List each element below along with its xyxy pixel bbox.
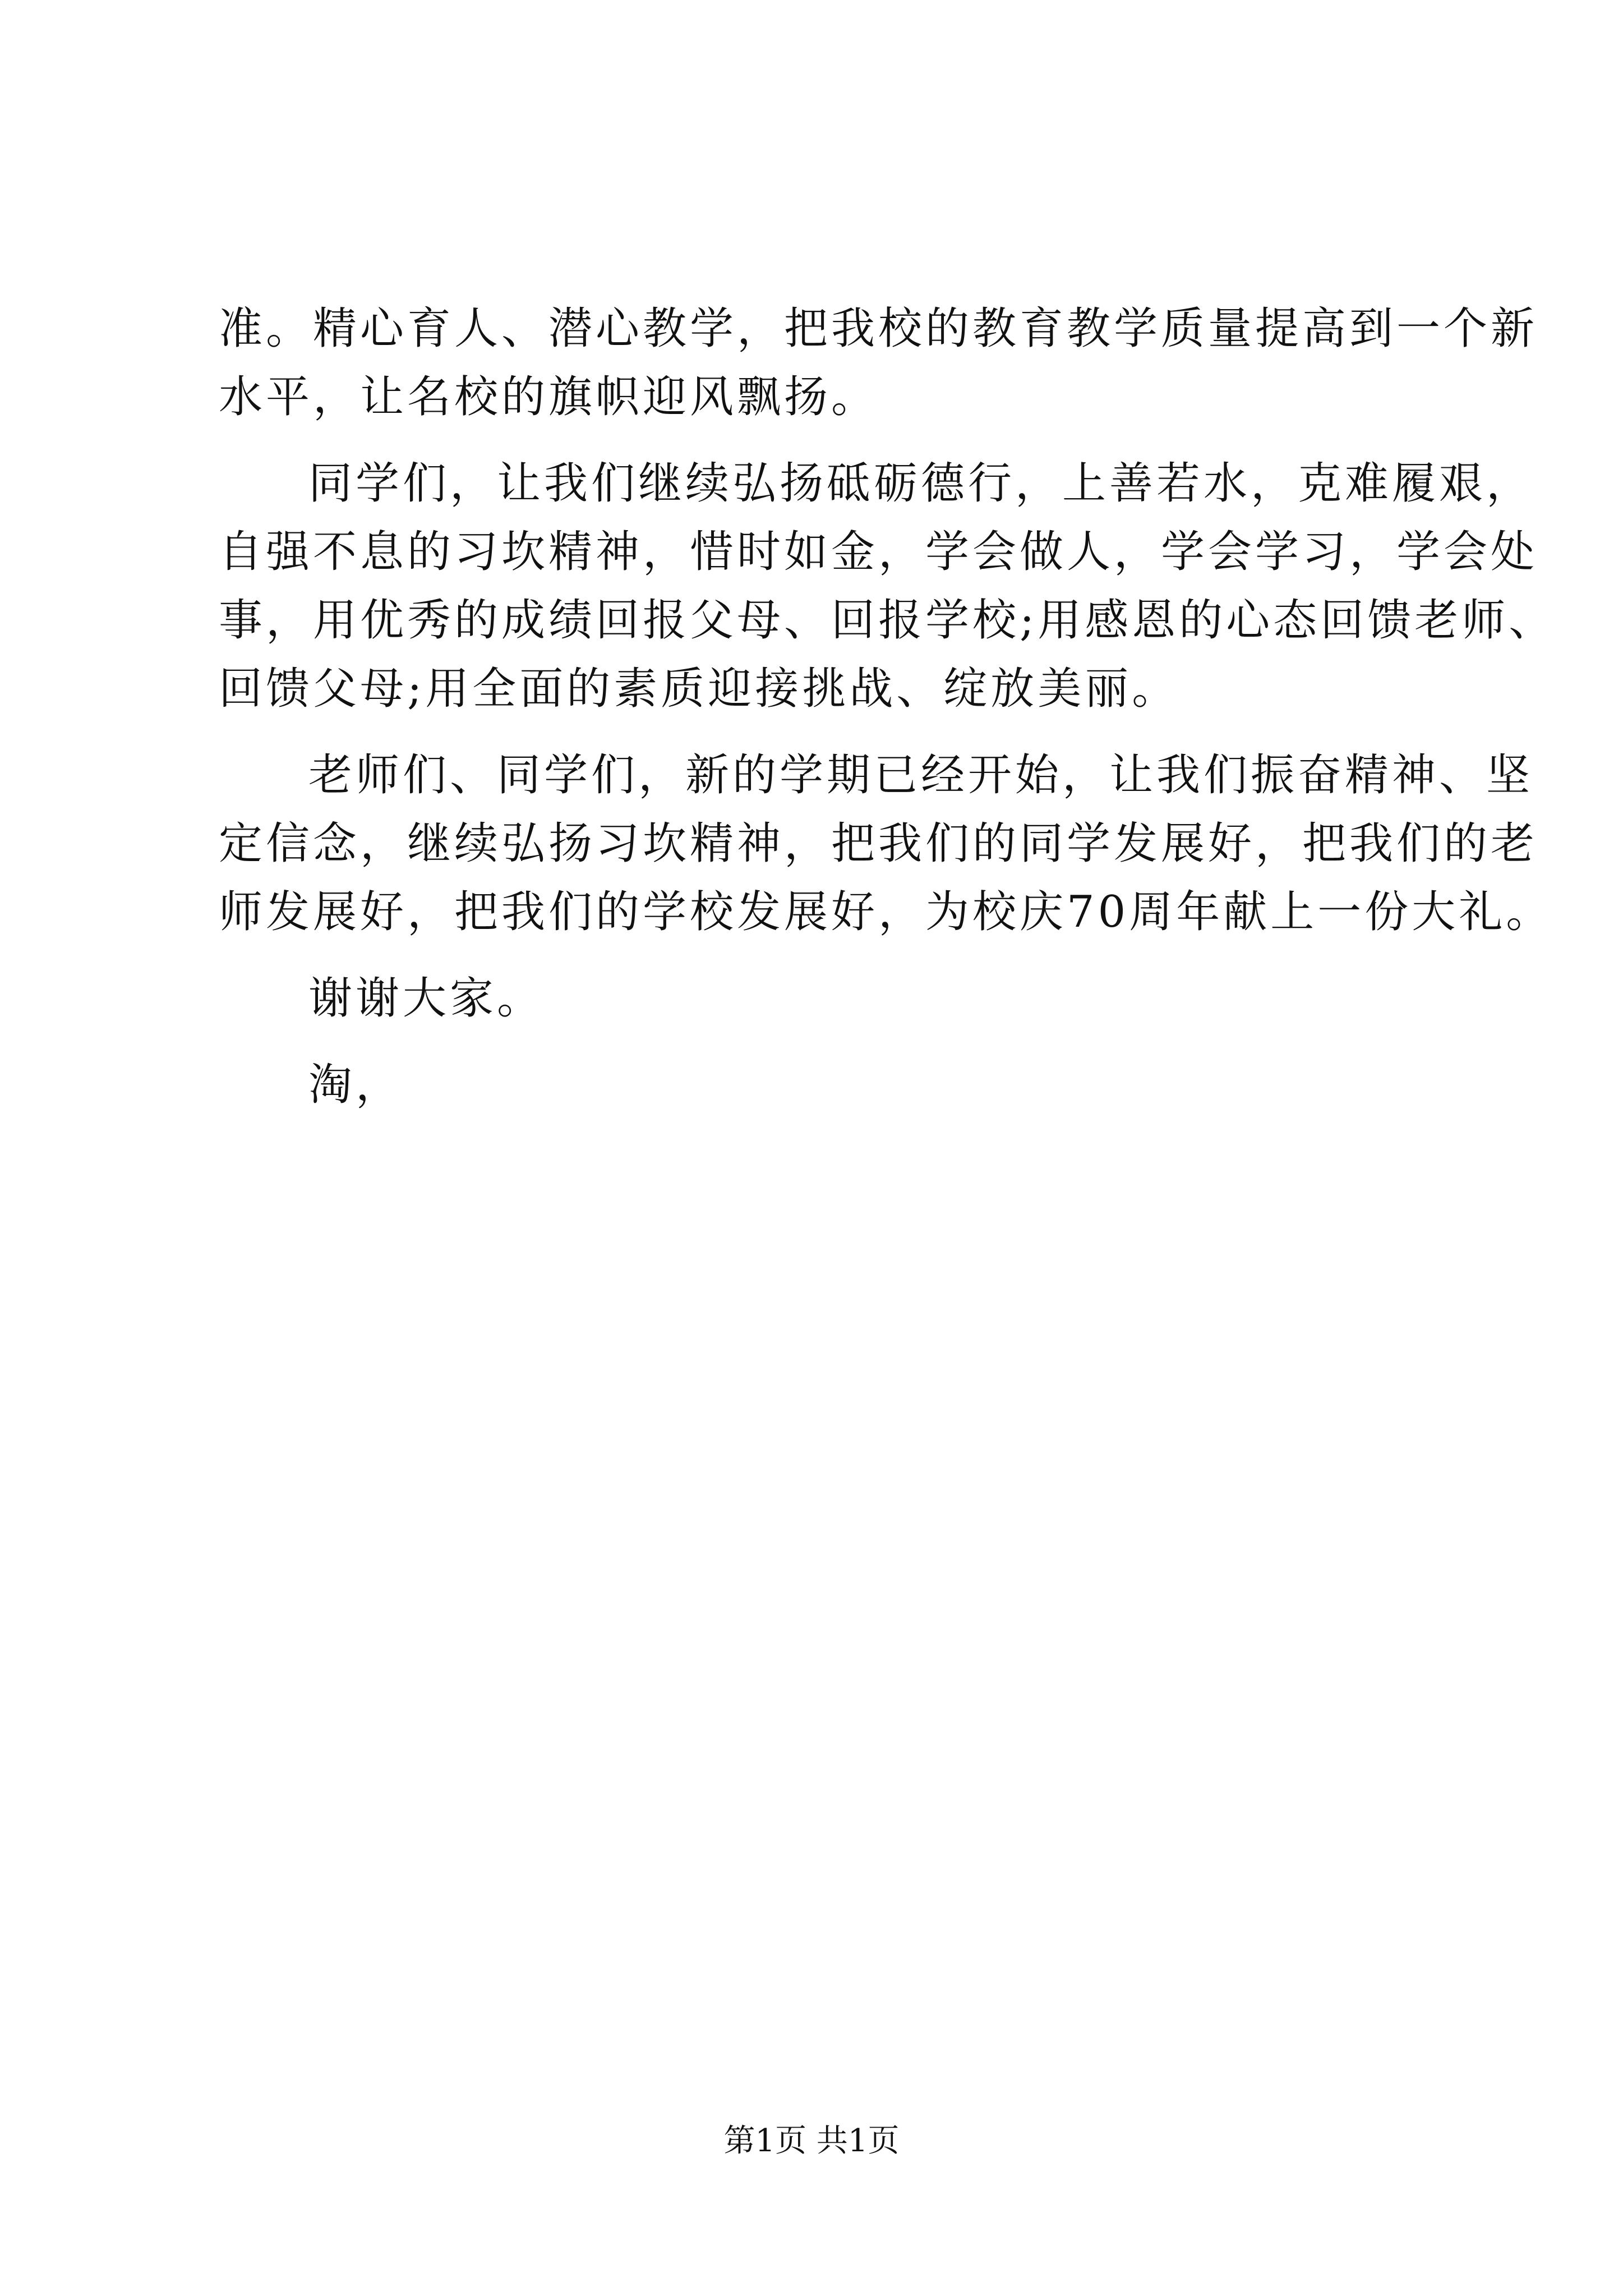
paragraph-line: 事，用优秀的成绩回报父母、回报学校;用感恩的心态回馈老师、 [219, 595, 1556, 646]
page-number-label: 第1页 共1页 [723, 2123, 900, 2159]
paragraph-4 [219, 964, 1453, 1033]
page-footer [0, 2122, 1623, 2161]
document-body [219, 295, 1556, 1119]
paragraph-line: 回馈父母;用全面的素质迎接挑战、绽放美丽。 [219, 664, 1179, 714]
paragraph-1 [219, 295, 1538, 431]
paragraph-line: 老师们、同学们，新的学期已经开始，让我们振奋精神、坚 [308, 750, 1534, 800]
paragraph-5 [219, 1051, 1453, 1119]
paragraph-line: 定信念，继续弘扬习坎精神，把我们的同学发展好，把我们的老 [219, 818, 1538, 869]
paragraph-line: 准。精心育人、潜心教学，把我校的教育教学质量提高到一个新 [219, 303, 1538, 354]
paragraph-3 [219, 741, 1553, 946]
paragraph-line: 水平，让名校的旗帜迎风飘扬。 [219, 372, 879, 422]
paragraph-line: 自强不息的习坎精神，惜时如金，学会做人，学会学习，学会处 [219, 527, 1538, 577]
paragraph-line: 谢谢大家。 [308, 973, 545, 1024]
paragraph-line: 淘， [308, 1060, 403, 1110]
paragraph-2 [219, 449, 1556, 723]
paragraph-line: 同学们，让我们继续弘扬砥砺德行，上善若水，克难履艰， [308, 458, 1534, 509]
paragraph-line: 师发展好，把我们的学校发展好，为校庆70周年献上一份大礼。 [219, 887, 1553, 937]
